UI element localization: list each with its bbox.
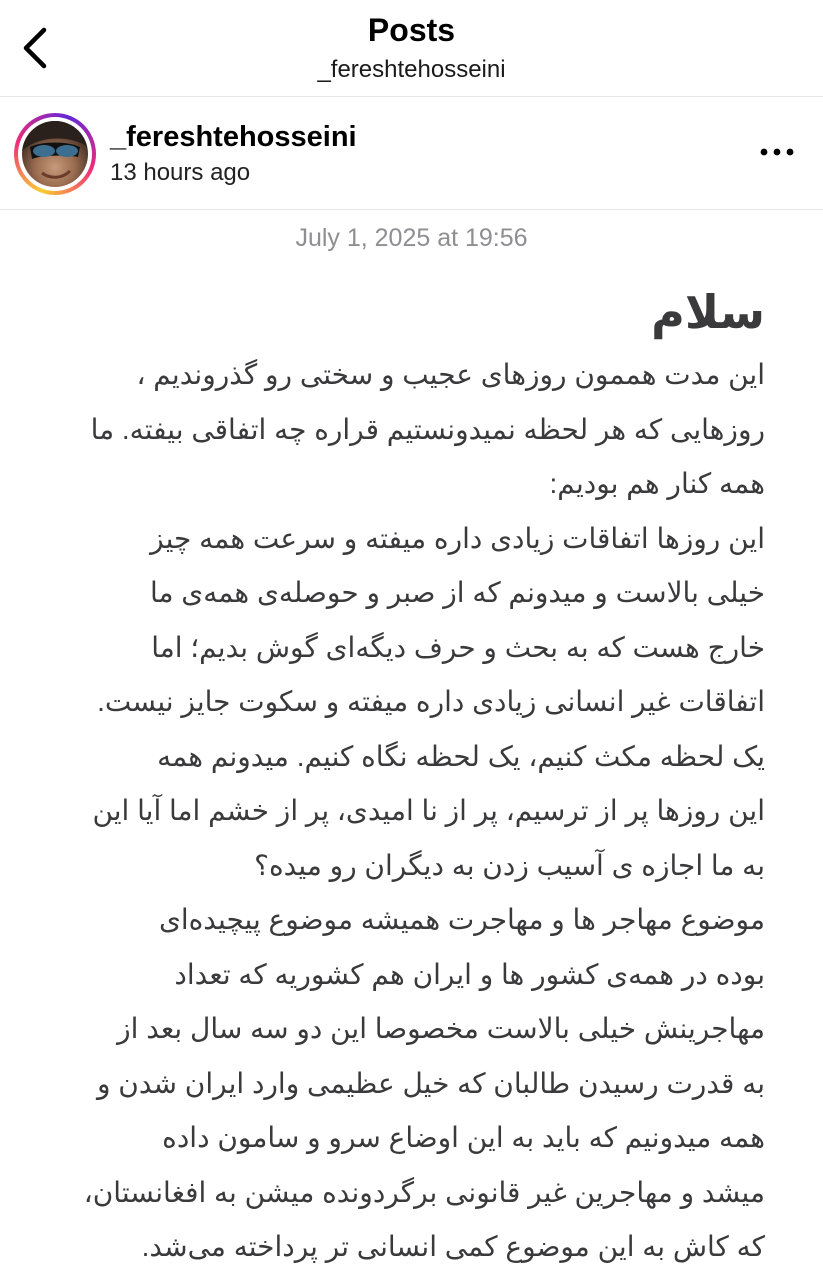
story-ring[interactable]: [14, 113, 96, 195]
note-line: خارج هست که به بحث و حرف دیگه‌ای گوش بدیم؛ اما: [151, 631, 765, 663]
avatar-image: [22, 121, 88, 187]
note-line: اتفاقات غیر انسانی زیادی داره میفته و سکوت جایز نیست.: [97, 686, 765, 717]
note-line: این روزها اتفاقات زیادی داره میفته و سرعت همه چیز: [150, 522, 765, 554]
divider: [0, 209, 823, 210]
note-line: میشد و مهاجرین غیر قانونی برگردونده میشن به افغانستان،: [83, 1176, 765, 1208]
note-line: به ما اجازه ی آسیب زدن به دیگران رو میده؟: [254, 849, 765, 881]
note-line: همه میدونیم که باید به این اوضاع سرو و سامون داده: [162, 1122, 765, 1153]
note-line: همه کنار هم بودیم:: [549, 468, 765, 499]
note-line: روزهایی که هر لحظه نمیدونستیم قراره چه اتفاقی بیفته. ما: [90, 413, 765, 445]
top-nav-bar: [0, 0, 823, 96]
page-subtitle: _fereshtehosseini: [317, 56, 506, 83]
post-timestamp: 13 hours ago: [110, 159, 251, 186]
note-line: به قدرت رسیدن طالبان که خیل عظیمی وارد ایران شدن و: [97, 1067, 765, 1099]
note-title: سلام: [651, 286, 765, 338]
note-text: [40, 348, 765, 1275]
note-line: بوده در همه‌ی کشور ها و ایران هم کشوریه که تعداد: [174, 958, 765, 990]
more-horizontal-icon: [759, 147, 795, 157]
more-options-button[interactable]: [757, 137, 797, 167]
page-title: Posts: [367, 12, 456, 48]
note-line: موضوع مهاجر ها و مهاجرت همیشه موضوع پیچیده‌ای: [158, 904, 765, 935]
note-line: این روزها پر از ترسیم، پر از نا امیدی، پر از خشم اما آیا این: [92, 795, 765, 826]
note-line: این مدت هممون روزهای عجیب و سختی رو گذروندیم ،: [136, 359, 765, 390]
post-username[interactable]: _fereshtehosseini: [110, 121, 357, 153]
note-line: که کاش به این موضوع کمی انسانی تر پرداخته می‌شد.: [141, 1231, 765, 1262]
note-date: July 1, 2025 at 19:56: [295, 224, 528, 252]
note-body: [40, 280, 765, 1275]
note-line: خیلی بالاست و میدونم که از صبر و حوصله‌ی همه‌ی ما: [149, 577, 765, 608]
note-line: مهاجرینش خیلی بالاست مخصوصا این دو سه سال بعد از: [117, 1013, 765, 1044]
avatar[interactable]: [22, 121, 88, 187]
post-header: [0, 97, 823, 209]
note-line: یک لحظه مکث کنیم، یک لحظه نگاه کنیم. میدونم همه: [157, 740, 765, 772]
